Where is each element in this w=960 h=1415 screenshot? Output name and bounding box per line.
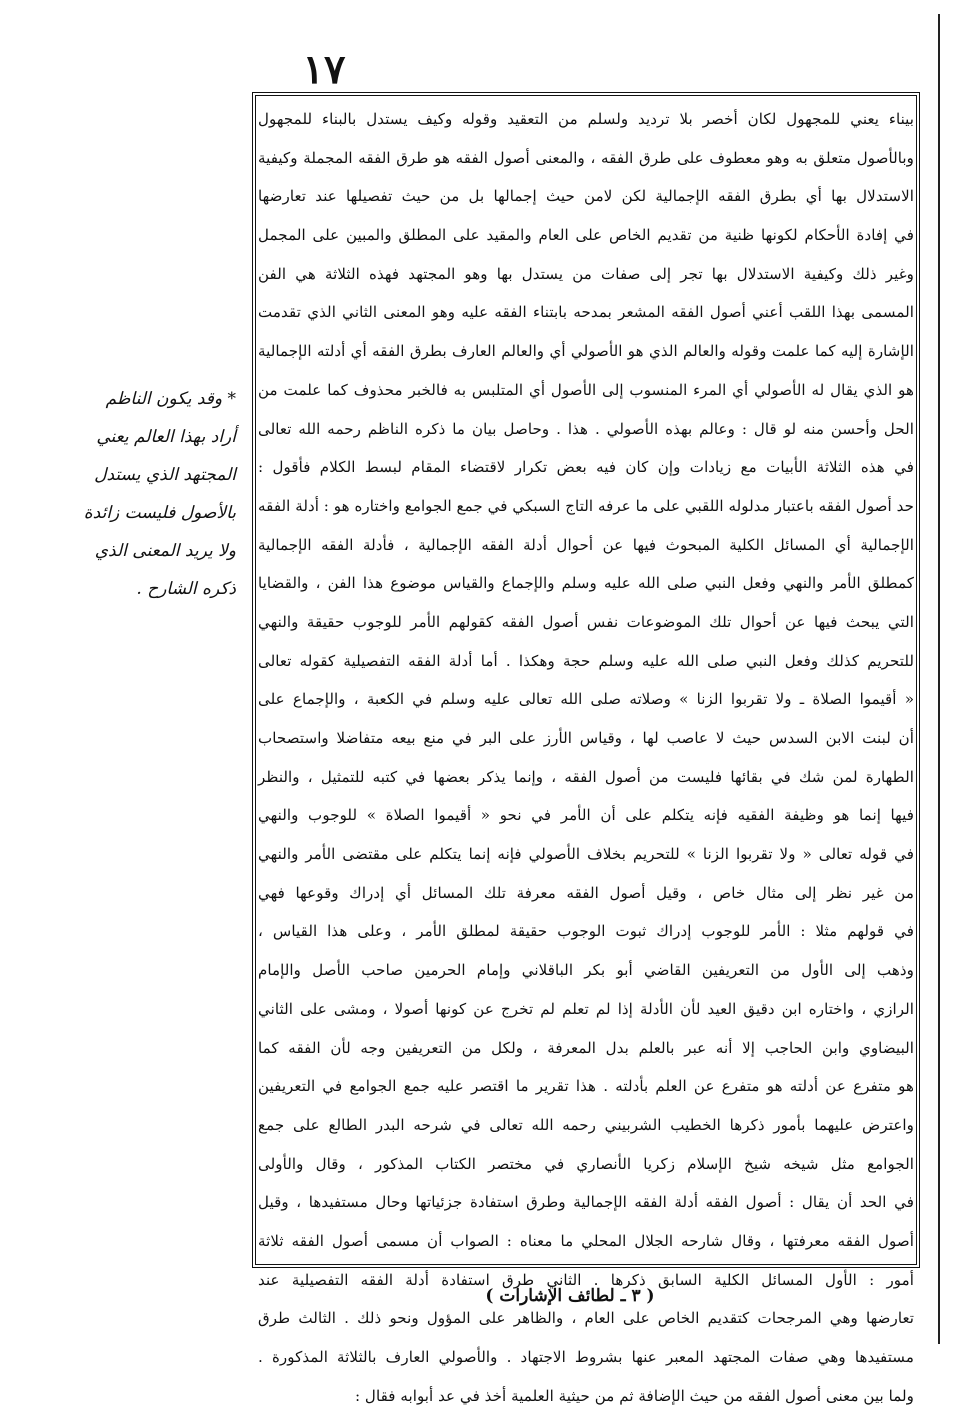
text-line: هو متفرع عن أدلته هو متفرع عن العلم بأدلته . هذا تقرير ما اقتصر عليه جمع الجوامع في التعريفين bbox=[258, 1077, 914, 1096]
margin-note-line: * وقد يكون الناظم bbox=[105, 389, 236, 409]
text-line: كمطلق الأمر والنهي وفعل النبي صلى الله عليه وسلم والإجماع والقياس موضوع هذا الفن ، والقضايا bbox=[258, 574, 914, 593]
text-line: وبالأصول متعلق به وهو معطوف على طرق الفقه ، والمعنى أصول الفقه هو طرق الفقه المجملة وكيفية bbox=[258, 148, 914, 167]
margin-note-line: ولا يريد المعنى الذي bbox=[94, 541, 236, 561]
text-line: بيناء يعني للمجهول لكان أخصر بلا ترديد ولسلم من التعقيد وقوله وكيف يستدل بالبناء للمجهول bbox=[258, 110, 914, 128]
text-line: أن لبنت الابن السدس حيث لا عاصب لها ، وقياس الأرز على البر في منع بيعه متفاضلا واستصحاب bbox=[258, 729, 914, 747]
text-line: للتحريم كذلك وفعل النبي صلى الله عليه وسلم حجة وهكذا . أما أدلة الفقه التفصيلية كقوله تعالى bbox=[258, 651, 914, 670]
margin-note-line: أراد بهذا العالم يعني bbox=[96, 427, 236, 447]
text-line: من غير نظر إلى مثال خاص ، وقيل أصول الفقه معرفة تلك المسائل أي إدراك وقوعها فهي bbox=[258, 883, 914, 902]
text-line: الجوامع مثل شيخه شيخ الإسلام زكريا الأنصاري في مختصر الكتاب المذكور ، وقال والأولى bbox=[258, 1154, 914, 1173]
text-line: تعارضها وهي المرجحات كتقديم الخاص على العام ، والظاهر على المؤول ونحو ذلك . الثالث طرق bbox=[258, 1309, 914, 1328]
text-line: التي يبحث فيها عن أحوال تلك الموضوعات نفس أصول الفقه كقولهم الأمر للوجوب حقيقة والنهي bbox=[258, 612, 914, 631]
text-line: الرازي ، واختاره ابن دقيق العيد لأن الأدلة إذا لم تعلم لم تخرج عن كونها أصولا ، ومشى على الثاني bbox=[258, 999, 914, 1018]
text-line: الإجمالية أي المسائل الكلية المبحوث فيها عن أحوال أدلة الفقه الإجمالية ، فأدلة الفقه الإجمالية bbox=[258, 535, 914, 554]
text-line: فيها إنما هو وظيفة الفقيه فإنه يتكلم على أن الأمر في نحو « أقيموا الصلاة » للوجوب والنهي bbox=[258, 806, 914, 825]
text-line: ولما بين معنى أصول الفقه من حيث الإضافة ثم من حيثية العلمية أخذ في عد أبوابه فقال : bbox=[354, 1386, 914, 1405]
text-line: وغير ذلك وكيفية الاستدلال بها تجر إلى صفات من يستدل بها وهو المجتهد فهذه الثلاثة هي الفن bbox=[258, 264, 914, 283]
text-line: هو الذي يقال له الأصولي أي المرء المنسوب إلى الأصول أي المتلبس به فالخبر محذوف كما علمت من bbox=[258, 380, 914, 399]
text-line: « أقيموا الصلاة ـ ولا تقربوا الزنا » وصلاته صلى الله تعالى عليه وسلم في الكعبة ، والإجماع على bbox=[258, 690, 914, 709]
footer-signature: ( ٣ ـ لطائف الإشارات ) bbox=[485, 1286, 655, 1306]
text-line: الإشارة إليه كما علمت وقوله والعالم الذي هو الأصولي أي والعالم العارف بطرق الفقه أي أدلته الإجمالية bbox=[258, 342, 914, 361]
text-line: في إفادة الأحكام لكونها ظنية من تقديم الخاص على العام والمقيد على المطلق والمبين على المجمل bbox=[258, 226, 914, 245]
text-line: البيضاوي وابن الحاجب إلا أنه عبر بالعلم بدل المعرفة ، ولكل من التعريفين وجه لأن الفقه كما bbox=[258, 1038, 914, 1057]
text-line: مستفيدها وهي صفات المجتهد المعبر عنها بشروط الاجتهاد . والأصولي العارف بالثلاثة المذكورة . bbox=[258, 1348, 914, 1366]
text-line: الاستدلال بها أي بطرق الفقه الإجمالية لكن لامن حيث إجمالها بل من حيث تفصيلها عند تعارضها bbox=[258, 187, 914, 206]
text-line: في قولهم مثلا : الأمر للوجوب إدراك ثبوت الوجوب حقيقة لمطلق الأمر ، وعلى هذا القياس ، bbox=[258, 922, 914, 941]
handwritten-margin-note bbox=[12, 380, 236, 608]
text-line: حد أصول الفقه باعتبار مدلوله اللقبي على ما عرفه التاج السبكي في جمع الجوامع واختاره هو : أدلة الفقه bbox=[258, 496, 914, 515]
page-number: ١٧ bbox=[302, 46, 346, 93]
text-line: في الحد أن يقال : أصول الفقه أدلة الفقه الإجمالية وطرق استفادة جزئياتها وحال مستفيدها ، وقيل bbox=[258, 1193, 914, 1212]
text-line: أصول الفقه معرفتها ، وقال شارحه الجلال المحلي ما معناه : الصواب أن مسمى أصول الفقه ثلاثة bbox=[258, 1231, 914, 1250]
text-line: في هذه الثلاثة الأبيات مع زيادات وإن كان فيه بعض تكرار لاقتضاء المقام لبسط الكلام فأقول : bbox=[258, 458, 914, 477]
text-line: في قوله تعالى « ولا تقربوا الزنا » للتحريم بخلاف الأصولي فإنه إنما يتكلم على مقتضى الأمر والنهي bbox=[258, 845, 914, 864]
text-line: واعترض عليهما بأمور ذكرها الخطيب الشربيني رحمه الله تعالى في شرحه البدر الطالع على جمع bbox=[258, 1115, 914, 1134]
text-line: أمور : الأول المسائل الكلية السابق ذكرها . الثاني طرق استفادة أدلة الفقه التفصيلية عند bbox=[258, 1270, 914, 1289]
margin-note-line: المجتهد الذي يستدل bbox=[94, 465, 236, 485]
text-line: الطهارة لمن شك في بقائها فليست من أصول الفقه ، وإنما يذكر بعضها في كتبه للتمثيل ، والنظر bbox=[258, 767, 914, 786]
page-edge-rule bbox=[938, 14, 940, 1344]
text-line: الحل وأحسن منه لو قال : وعالم بهذه الأصولي . هذا . وحاصل بيان ما ذكره الناظم رحمه الله تعالى bbox=[258, 419, 914, 438]
text-line: وذهب إلى الأول من التعريفين القاضي أبو بكر الباقلاني وإمام الحرمين صاحب الأصل والإمام bbox=[258, 961, 914, 980]
margin-note-line: ذكره الشارح . bbox=[136, 579, 236, 599]
margin-note-line: بالأصول فليست زائدة bbox=[83, 503, 236, 523]
text-line: المسمى بهذا اللقب أعني أصول الفقه المشعر بمدحه بابتناء الفقه عليه وهو المعنى الثاني الذي تقدمت bbox=[258, 303, 914, 322]
